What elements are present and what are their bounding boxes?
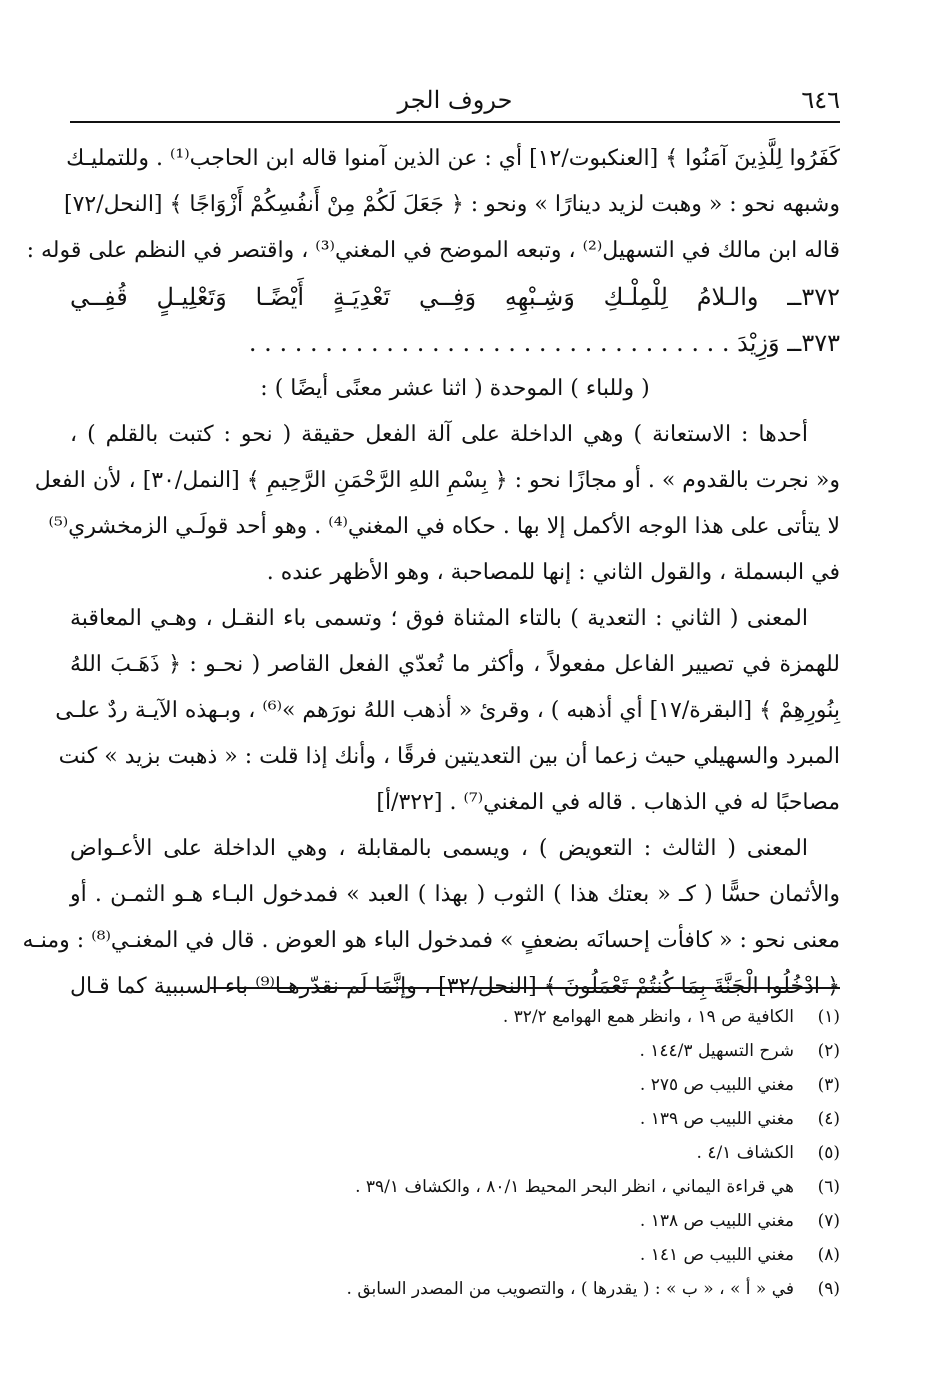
footnote-separator xyxy=(210,987,840,989)
text-line: وشبهه نحو : « وهبت لزيد دينارًا » ونحو : ﴿ جَعَلَ لَكُمْ مِنْ أَنفُسِكُمْ أَزْوَاجًا ﴾ [النحل/٧٢] xyxy=(63,192,840,217)
text-line: ( وللباء ) الموحدة ( اثنا عشر معنًى أيضًا ) : xyxy=(260,376,650,401)
text-line: قاله ابن مالك في التسهيل⁽²⁾ ، وتبعه الموضح في المغني⁽³⁾ ، واقتصر في النظم على قوله : xyxy=(26,238,840,263)
footnote-text: الكافية ص ١٩ ، وانظر همع الهوامع ٣٢/٢ . xyxy=(502,1007,794,1027)
text-line: بِنُورِهِمْ ﴾ [البقرة/١٧] أي أذهبه ) ، وقرئ « أذهب اللهُ نورَهم »⁽⁶⁾ ، وبـهذه الآيـة ردٌ علـى xyxy=(55,698,840,723)
text-line: المعنى ( الثالث : التعويض ) ، ويسمى بالمقابلة ، وهي الداخلة على الأعـواض xyxy=(70,836,808,861)
footnote-text: مغني اللبيب ص ١٣٩ . xyxy=(639,1109,794,1129)
text-line: لا يتأتى على هذا الوجه الأكمل إلا بها . حكاه في المغني⁽⁴⁾ . وهو أحد قولَـي الزمخشري⁽⁵⁾ xyxy=(48,514,840,539)
header-rule xyxy=(70,121,840,123)
text-line: ﴿ ادْخُلُوا الْجَنَّةَ بِمَا كُنتُمْ تَعْمَلُونَ ﴾ [النحل/٣٢] ، وإنَّمَا لَم نقدّرهـا⁽⁹⁾ باء السببية كما قـال xyxy=(70,974,840,999)
footnotes xyxy=(210,1000,840,1306)
text-line: المعنى ( الثاني : التعدية ) بالتاء المثناة فوق ؛ وتسمى باء النقـل ، وهـي المعاقبة xyxy=(70,606,808,631)
page-header xyxy=(70,78,840,122)
footnote-number: (٥) xyxy=(817,1143,840,1163)
footnote-text: مغني اللبيب ص ١٤١ . xyxy=(639,1245,794,1265)
text-line: أحدها : الاستعانة ) وهي الداخلة على آلة الفعل حقيقة ( نحو : كتبت بالقلم ) ، xyxy=(70,422,808,447)
footnote-number: (٧) xyxy=(817,1211,840,1231)
footnote-number: (٣) xyxy=(817,1075,840,1095)
footnote xyxy=(210,1170,840,1204)
footnote-number: (١) xyxy=(817,1007,840,1027)
footnote xyxy=(210,1102,840,1136)
text-line: معنى نحو : « كافأت إحسانَه بضعفٍ » فمدخول الباء هو العوض . قال في المغنـي⁽⁸⁾ : ومنـه xyxy=(22,928,840,953)
text-line: للهمزة في تصيير الفاعل مفعولاً ، وأكثر ما تُعدّي الفعل القاصر ( نحـو : ﴿ ذَهَـبَ اللهُ xyxy=(70,652,840,677)
text-line: المبرد والسهيلي حيث زعما أن بين التعديتين فرقًا ، وأنك إذا قلت : « ذهبت بزيد » كنت xyxy=(58,744,840,769)
footnote xyxy=(210,1136,840,1170)
footnote-number: (٤) xyxy=(817,1109,840,1129)
text-line: ٣٧٣ــ وَزِيْدَ . . . . . . . . . . . . . . . . . . . . . . . . . . . . . . . . xyxy=(248,329,840,357)
footnote-text: مغني اللبيب ص ٢٧٥ . xyxy=(639,1075,794,1095)
footnote xyxy=(210,1272,840,1306)
footnote-number: (٦) xyxy=(817,1177,840,1197)
footnote xyxy=(210,1034,840,1068)
footnote-number: (٨) xyxy=(817,1245,840,1265)
footnote-number: (٩) xyxy=(817,1279,840,1299)
footnote-text: في « أ » ، « ب » : ( يقدرها ) ، والتصويب من المصدر السابق . xyxy=(346,1279,794,1299)
footnote-number: (٢) xyxy=(817,1041,840,1061)
text-line: كَفَرُوا لِلَّذِينَ آمَنُوا ﴾ [العنكبوت/١٢] أي : عن الذين آمنوا قاله ابن الحاجب⁽¹⁾ . وللتمليـك xyxy=(66,146,840,171)
page-number: ٦٤٦ xyxy=(801,86,840,114)
footnote xyxy=(210,1000,840,1034)
text-line: مصاحبًا له في الذهاب . قاله في المغني⁽⁷⁾ . [٣٢٢/أ] xyxy=(376,790,840,815)
footnote-text: مغني اللبيب ص ١٣٨ . xyxy=(639,1211,794,1231)
footnote xyxy=(210,1204,840,1238)
footnote xyxy=(210,1068,840,1102)
footnote-text: هي قراءة اليماني ، انظر البحر المحيط ٨٠/١ ، والكشاف ٣٩/١ . xyxy=(355,1177,794,1197)
text-line: والأثمان حسًّا ( كـ « بعتك هذا ) الثوب ( بهذا ) العبد » فمدخول البـاء هـو الثمـن . أو xyxy=(70,882,840,907)
running-title: حروف الجر xyxy=(397,86,513,114)
main-text xyxy=(22,136,840,1010)
text-line: في البسملة ، والقول الثاني : إنها للمصاحبة ، وهو الأظهر عنده . xyxy=(266,560,840,585)
footnote-text: الكشاف ٤/١ . xyxy=(696,1143,794,1163)
text-line: و« نجرت بالقدوم » . أو مجازًا نحو : ﴿ بِسْمِ اللهِ الرَّحْمَنِ الرَّحِيمِ ﴾ [النمل/٣٠] ، لأن الفعل xyxy=(34,468,840,493)
footnote xyxy=(210,1238,840,1272)
footnote-text: شرح التسهيل ١٤٤/٣ . xyxy=(639,1041,794,1061)
text-line: ٣٧٢ــ والـلامُ لِلْمِلْـكِ وَشِـبْهِهِ وَفِــي تَعْدِيَـةٍ أَيْضًـا وَتَعْلِيـلٍ قُفِــي xyxy=(70,283,840,311)
